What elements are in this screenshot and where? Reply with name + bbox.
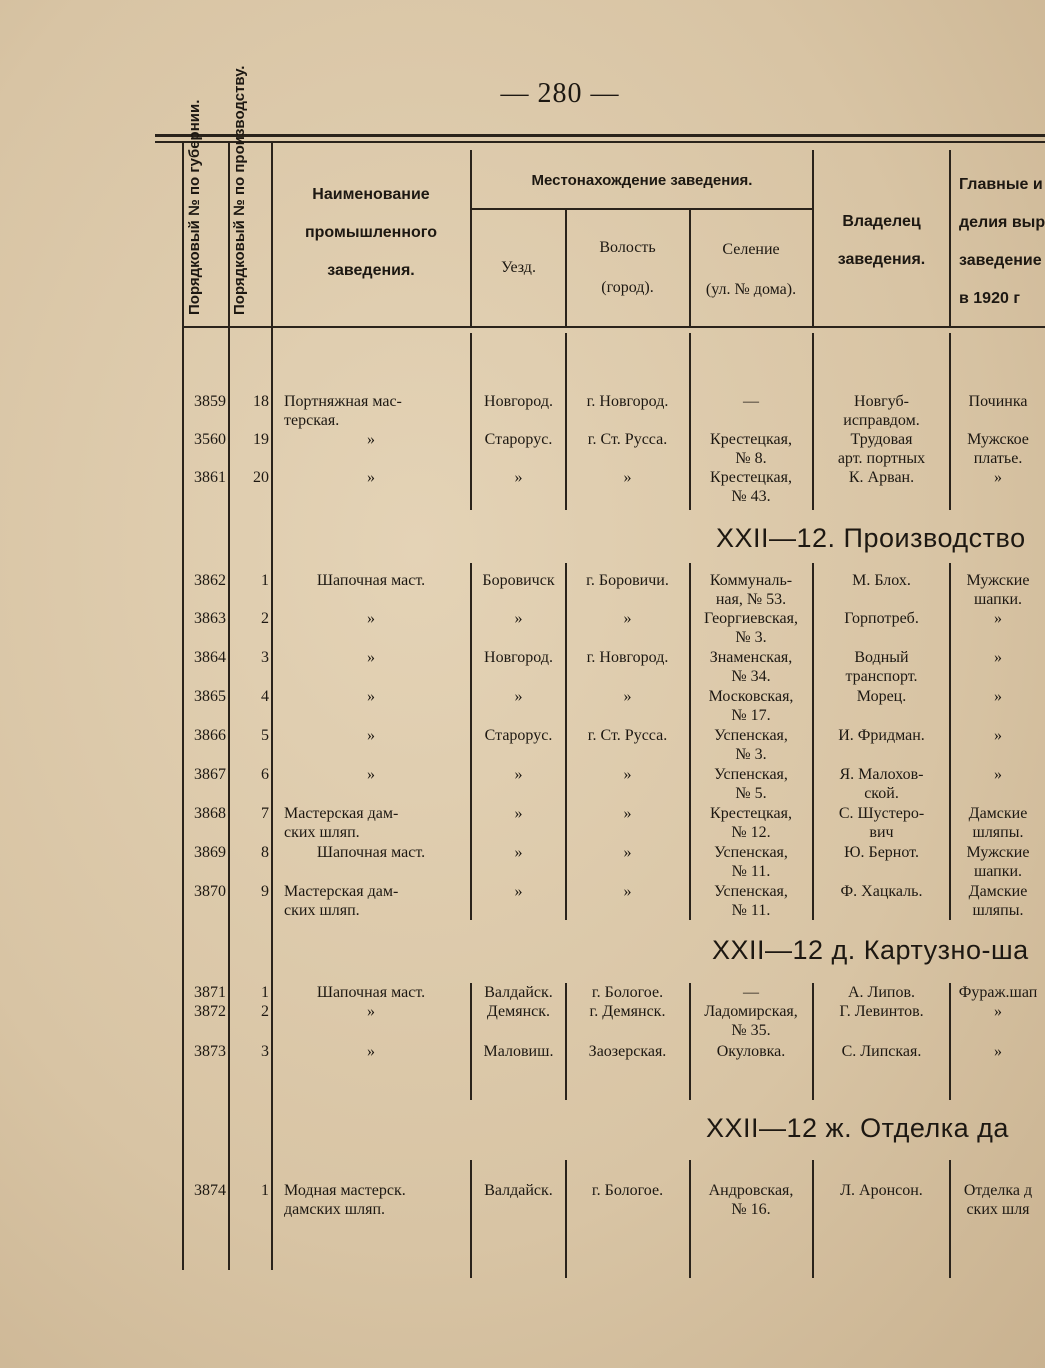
cell-selenie: Окуловка. <box>716 1043 786 1060</box>
cell-prod: 18 <box>253 393 269 410</box>
cell-gub: 3871 <box>194 984 226 1001</box>
cell-gub: 3861 <box>194 469 226 486</box>
top-rule <box>155 134 1045 137</box>
body-col-divider <box>689 1160 691 1278</box>
header-uezd: Уезд. <box>501 259 536 276</box>
header-owner: Владелец заведения. <box>837 213 926 268</box>
cell-gub: 3869 <box>194 844 226 861</box>
cell-prod: 9 <box>261 883 269 900</box>
cell-volost: » <box>623 844 632 861</box>
cell-selenie: Московская, № 17. <box>708 688 794 724</box>
cell-selenie: Коммуналь- ная, № 53. <box>709 572 793 608</box>
cell-volost: г. Бологое. <box>591 984 664 1001</box>
cell-name: » <box>367 610 375 627</box>
cell-prod: 1 <box>261 572 269 589</box>
cell-prod: 4 <box>261 688 269 705</box>
cell-owner: И. Фридман. <box>838 727 925 744</box>
cell-name: Мастерская дам- ских шляп. <box>284 883 399 919</box>
cell-selenie: Успенская, № 3. <box>714 727 788 763</box>
cell-selenie: Георгиевская, № 3. <box>704 610 798 646</box>
cell-prod: 6 <box>261 766 269 783</box>
cell-selenie: Крестецкая, № 43. <box>710 469 792 505</box>
cell-owner: К. Арван. <box>848 469 915 486</box>
location-subheader-rule <box>472 208 812 210</box>
cell-owner: Трудовая арт. портных <box>837 431 926 467</box>
header-products: Главные и делия выр заведение в 1920 г <box>959 176 1045 307</box>
cell-gub: 3862 <box>194 572 226 589</box>
cell-volost: » <box>623 883 632 900</box>
cell-product: » <box>994 610 1002 627</box>
cell-product: » <box>994 649 1002 666</box>
cell-selenie: Ладомирская, № 35. <box>704 1003 798 1039</box>
cell-volost: г. Новгород. <box>586 393 669 410</box>
cell-gub: 3866 <box>194 727 226 744</box>
col-divider-1 <box>228 142 230 1270</box>
cell-prod: 3 <box>261 1043 269 1060</box>
cell-product: » <box>994 766 1002 783</box>
cell-name: Модная мастерск. дамских шляп. <box>284 1182 406 1218</box>
cell-uezd: » <box>514 844 523 861</box>
cell-name: Шапочная маст. <box>316 984 426 1001</box>
cell-name: Портняжная мас- терская. <box>284 393 402 429</box>
body-col-divider <box>812 1160 814 1278</box>
cell-owner: Новгуб- исправдом. <box>843 393 920 429</box>
header-prod-no: Порядковый № по производству. <box>231 65 248 315</box>
cell-gub: 3870 <box>194 883 226 900</box>
cell-prod: 7 <box>261 805 269 822</box>
cell-prod: 5 <box>261 727 269 744</box>
cell-uezd: » <box>514 610 523 627</box>
cell-prod: 1 <box>261 1182 269 1199</box>
cell-gub: 3874 <box>194 1182 226 1199</box>
cell-volost: » <box>623 469 632 486</box>
cell-prod: 3 <box>261 649 269 666</box>
cell-owner: Ф. Хацкаль. <box>840 883 923 900</box>
cell-owner: А. Липов. <box>847 984 916 1001</box>
cell-name: » <box>367 469 375 486</box>
cell-name: » <box>367 688 375 705</box>
cell-product: » <box>994 469 1002 486</box>
header-gub-no: Порядковый № по губернии. <box>186 99 203 315</box>
cell-product: » <box>994 727 1002 744</box>
cell-uezd: Старорус. <box>484 727 553 744</box>
cell-uezd: » <box>514 688 523 705</box>
cell-name: Шапочная маст. <box>316 844 426 861</box>
cell-product: Дамские шляпы. <box>968 805 1028 841</box>
cell-product: Дамские шляпы. <box>968 883 1028 919</box>
cell-selenie: Крестецкая, № 8. <box>710 431 792 467</box>
cell-owner: Я. Малохов- ской. <box>839 766 924 802</box>
cell-product: » <box>994 1003 1002 1020</box>
page-number: — 280 — <box>500 78 620 109</box>
cell-name: Шапочная маст. <box>316 572 426 589</box>
cell-uezd: Новгород. <box>484 393 553 410</box>
cell-gub: 3872 <box>194 1003 226 1020</box>
top-rule-thin <box>155 141 1045 143</box>
cell-uezd: » <box>514 883 523 900</box>
cell-volost: г. Бологое. <box>591 1182 664 1199</box>
cell-selenie: Знаменская, № 34. <box>709 649 793 685</box>
cell-owner: Морец. <box>856 688 907 705</box>
cell-selenie: — <box>743 984 759 1001</box>
cell-name: » <box>367 431 375 448</box>
cell-prod: 2 <box>261 1003 269 1020</box>
cell-prod: 19 <box>253 431 269 448</box>
cell-volost: Заозерская. <box>588 1043 667 1060</box>
cell-owner: С. Липская. <box>841 1043 922 1060</box>
cell-volost: » <box>623 688 632 705</box>
cell-name: » <box>367 649 375 666</box>
cell-uezd: » <box>514 766 523 783</box>
cell-product: Мужские шапки. <box>966 572 1030 608</box>
cell-product: Мужское платье. <box>967 431 1029 467</box>
cell-prod: 20 <box>253 469 269 486</box>
section-title-2: XXII—12 д. Картузно-ша <box>712 935 1029 965</box>
cell-product: » <box>994 688 1002 705</box>
cell-owner: Ю. Бернот. <box>844 844 919 861</box>
cell-owner: Горпотреб. <box>844 610 919 627</box>
cell-name: » <box>367 766 375 783</box>
cell-volost: » <box>623 805 632 822</box>
header-volost: Волость (город). <box>599 239 656 296</box>
cell-uezd: » <box>514 469 523 486</box>
cell-uezd: Старорус. <box>484 431 553 448</box>
cell-selenie: — <box>743 393 759 410</box>
body-col-divider <box>470 1160 472 1278</box>
cell-gub: 3868 <box>194 805 226 822</box>
cell-uezd: Валдайск. <box>484 1182 553 1199</box>
cell-owner: Л. Аронсон. <box>840 1182 923 1199</box>
cell-product: Мужские шапки. <box>966 844 1030 880</box>
body-col-divider <box>565 1160 567 1278</box>
header-selenie: Селение (ул. № дома). <box>705 241 797 298</box>
cell-volost: г. Ст. Русса. <box>587 727 668 744</box>
section-title-1: XXII—12. Производство <box>716 523 1026 553</box>
cell-name: » <box>367 1003 375 1020</box>
cell-uezd: Боровичск <box>482 572 555 589</box>
cell-owner: М. Блох. <box>852 572 911 589</box>
cell-selenie: Успенская, № 5. <box>714 766 788 802</box>
cell-prod: 8 <box>261 844 269 861</box>
cell-owner: С. Шустеро- вич <box>838 805 925 841</box>
cell-owner: Г. Левинтов. <box>839 1003 924 1020</box>
cell-uezd: Новгород. <box>484 649 553 666</box>
cell-prod: 2 <box>261 610 269 627</box>
cell-name: » <box>367 727 375 744</box>
cell-product: » <box>994 1043 1002 1060</box>
cell-selenie: Успенская, № 11. <box>714 844 788 880</box>
cell-gub: 3865 <box>194 688 226 705</box>
cell-selenie: Крестецкая, № 12. <box>710 805 792 841</box>
cell-owner: Водный транспорт. <box>845 649 918 685</box>
header-name: Наименование промышленного заведения. <box>304 186 437 279</box>
cell-gub: 3859 <box>194 393 226 410</box>
cell-name: » <box>367 1043 375 1060</box>
cell-gub: 3867 <box>194 766 226 783</box>
cell-product: Отделка д ских шля <box>963 1182 1033 1218</box>
cell-product: Фураж.шап <box>958 984 1038 1001</box>
cell-uezd: Демянск. <box>486 1003 551 1020</box>
cell-selenie: Андровская, № 16. <box>708 1182 794 1218</box>
cell-volost: г. Новгород. <box>586 649 669 666</box>
cell-selenie: Успенская, № 11. <box>714 883 788 919</box>
header-bottom-rule <box>182 326 1045 328</box>
cell-uezd: Маловиш. <box>483 1043 554 1060</box>
cell-name: Мастерская дам- ских шляп. <box>284 805 399 841</box>
col-divider-2 <box>271 142 273 1270</box>
section-title-3: XXII—12 ж. Отделка да <box>706 1113 1009 1143</box>
cell-volost: г. Ст. Русса. <box>587 431 668 448</box>
body-col-divider <box>949 1160 951 1278</box>
cell-gub: 3863 <box>194 610 226 627</box>
cell-prod: 1 <box>261 984 269 1001</box>
cell-uezd: Валдайск. <box>484 984 553 1001</box>
cell-volost: г. Демянск. <box>589 1003 666 1020</box>
cell-gub: 3560 <box>194 431 226 448</box>
table-left-border <box>182 142 184 1270</box>
cell-volost: » <box>623 766 632 783</box>
cell-gub: 3864 <box>194 649 226 666</box>
cell-volost: » <box>623 610 632 627</box>
cell-volost: г. Боровичи. <box>586 572 669 589</box>
cell-uezd: » <box>514 805 523 822</box>
header-location: Местонахождение заведения. <box>531 172 753 189</box>
cell-product: Починка <box>968 393 1028 410</box>
cell-gub: 3873 <box>194 1043 226 1060</box>
